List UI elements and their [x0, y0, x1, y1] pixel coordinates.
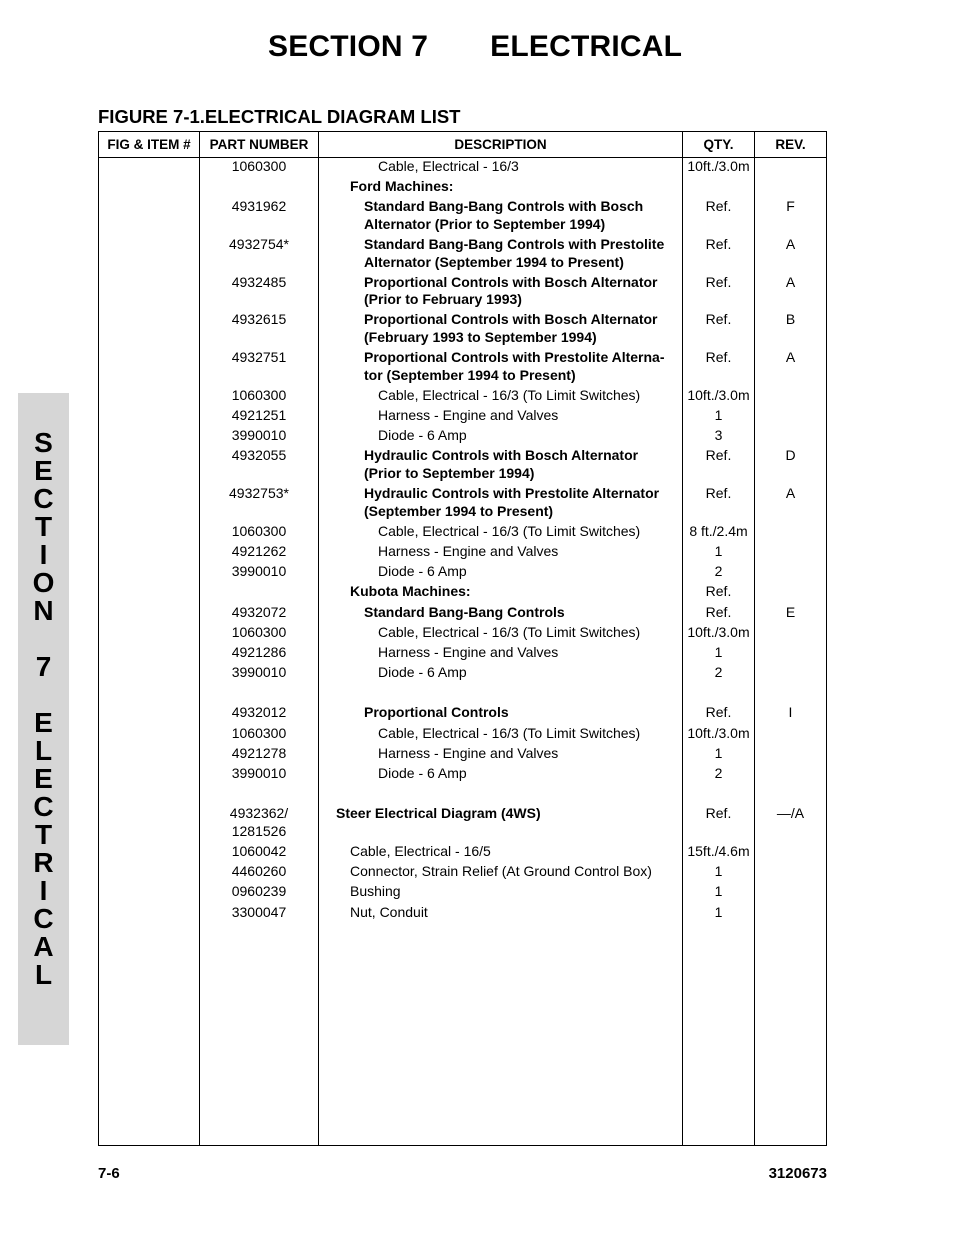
description: Cable, Electrical - 16/3 (To Limit Switches) [378, 623, 641, 640]
description: Proportional Controls with Bosch Alternator (February 1993 to September 1994) [364, 311, 658, 345]
description: Connector, Strain Relief (At Ground Control Box) [350, 863, 652, 880]
table-row [99, 523, 826, 543]
description: Steer Electrical Diagram (4WS) [336, 805, 541, 822]
part-number: 4932754* [229, 236, 289, 253]
revision: F [786, 198, 795, 215]
part-number: 1060300 [231, 522, 287, 539]
part-number: 4932362/ 1281526 [229, 805, 289, 839]
quantity: 1 [714, 542, 723, 559]
table-row [99, 198, 826, 236]
table-row [99, 765, 826, 785]
parts-table [98, 131, 827, 1146]
quantity: 2 [714, 765, 723, 781]
part-number: 4460260 [231, 863, 287, 880]
revision: D [785, 447, 796, 464]
part-number: 4921262 [231, 542, 287, 559]
table-row [99, 644, 826, 664]
quantity: 1 [714, 903, 723, 920]
quantity: Ref. [705, 603, 732, 620]
description: Ford Machines: [350, 178, 454, 195]
column-header-rev: REV. [775, 137, 806, 152]
table-row [99, 447, 826, 485]
side-tab-letter: O [32, 567, 55, 598]
side-tab-letter: C [33, 483, 54, 514]
quantity: 10ft./3.0m [687, 623, 750, 640]
part-number: 4932751 [231, 349, 287, 366]
description: Hydraulic Controls with Prestolite Alternator (September 1994 to Present) [364, 485, 660, 519]
table-row [99, 704, 826, 724]
revision: I [788, 704, 793, 721]
part-number: 3300047 [231, 903, 287, 920]
column-header-qty: QTY. [703, 137, 734, 152]
table-row [99, 883, 826, 903]
side-tab-letter: E [34, 707, 53, 738]
table-row [99, 843, 826, 863]
quantity: 1 [714, 863, 723, 880]
side-tab-letter: S [34, 427, 53, 458]
table-row [99, 624, 826, 644]
description: Harness - Engine and Valves [378, 542, 559, 559]
revision: E [785, 603, 796, 620]
description: Diode - 6 Amp [378, 427, 467, 444]
quantity: 2 [714, 664, 723, 681]
table-row [99, 427, 826, 447]
column-header-fig-item: FIG & ITEM # [107, 137, 191, 152]
column-header-part-number: PART NUMBER [209, 137, 309, 152]
section-title [268, 30, 682, 64]
quantity: Ref. [705, 236, 732, 253]
quantity: Ref. [705, 349, 732, 366]
quantity: 10ft./3.0m [687, 386, 750, 403]
table-row [99, 604, 826, 624]
description: Harness - Engine and Valves [378, 643, 559, 660]
part-number: 4921278 [231, 744, 287, 761]
quantity: 1 [714, 883, 723, 900]
quantity: 8 ft./2.4m [689, 522, 748, 539]
table-row [99, 543, 826, 563]
side-tab-letter: E [34, 455, 53, 486]
description: Harness - Engine and Valves [378, 744, 559, 761]
table-row [99, 805, 826, 843]
description: Diode - 6 Amp [378, 765, 467, 781]
part-number: 1060300 [231, 158, 287, 174]
part-number: 1060300 [231, 623, 287, 640]
table-row [99, 311, 826, 349]
revision: A [785, 485, 796, 502]
quantity: Ref. [705, 198, 732, 215]
part-number: 4932753* [229, 485, 289, 502]
revision: A [785, 273, 796, 290]
description: Proportional Controls [364, 704, 509, 721]
revision: B [785, 311, 796, 328]
quantity: 1 [714, 407, 723, 423]
table-body [99, 158, 826, 924]
part-number: 4932012 [231, 704, 287, 721]
quantity: Ref. [705, 447, 732, 464]
page-number: 7-6 [98, 1165, 120, 1182]
table-row [99, 725, 826, 745]
table-row [99, 904, 826, 924]
side-tab-letter: I [39, 539, 48, 570]
side-tab-letter: R [33, 847, 54, 878]
part-number: 0960239 [231, 883, 287, 900]
part-number: 3990010 [231, 563, 287, 580]
description: Cable, Electrical - 16/5 [350, 843, 491, 860]
quantity: 1 [714, 744, 723, 761]
part-number: 3990010 [231, 765, 287, 781]
side-tab-letter: L [34, 735, 53, 766]
table-row [99, 583, 826, 603]
quantity: 10ft./3.0m [687, 158, 750, 174]
side-tab-letter: T [34, 819, 53, 850]
part-number: 4921251 [231, 407, 287, 423]
table-row [99, 387, 826, 407]
part-number: 4931962 [231, 198, 287, 215]
quantity: Ref. [705, 311, 732, 328]
description: Bushing [350, 883, 401, 900]
side-tab-letter: N [33, 595, 54, 626]
side-tab-letter: A [33, 931, 54, 962]
revision: —/A [776, 805, 805, 822]
description: Hydraulic Controls with Bosch Alternator (Prior to September 1994) [364, 447, 639, 481]
description: Cable, Electrical - 16/3 (To Limit Switches) [378, 724, 641, 741]
side-tab-letter: I [39, 875, 48, 906]
description: Standard Bang-Bang Controls [364, 603, 565, 620]
quantity: Ref. [705, 704, 732, 721]
table-row [99, 236, 826, 274]
section-side-tab [18, 393, 69, 1045]
part-number: 4932615 [231, 311, 287, 328]
table-row [99, 407, 826, 427]
table-row [99, 863, 826, 883]
figure-title: FIGURE 7-1.ELECTRICAL DIAGRAM LIST [98, 106, 461, 127]
quantity: 2 [714, 563, 723, 580]
table-header-row [99, 132, 826, 158]
table-row [99, 349, 826, 387]
description: Harness - Engine and Valves [378, 407, 559, 423]
side-tab-letter: C [33, 791, 54, 822]
quantity: Ref. [705, 485, 732, 502]
table-row [99, 664, 826, 684]
description: Cable, Electrical - 16/3 (To Limit Switches) [378, 522, 641, 539]
side-tab-letter: 7 [35, 651, 52, 682]
part-number: 1060300 [231, 724, 287, 741]
part-number: 4932485 [231, 273, 287, 290]
part-number: 4921286 [231, 643, 287, 660]
part-number: 1060300 [231, 386, 287, 403]
quantity: 3 [714, 427, 723, 444]
description: Standard Bang-Bang Controls with Prestolite Alternator (September 1994 to Present) [364, 236, 665, 270]
table-row [99, 485, 826, 523]
side-tab-letter: L [34, 959, 53, 990]
side-tab-letter: C [33, 903, 54, 934]
table-row [99, 563, 826, 583]
quantity: 1 [714, 643, 723, 660]
table-row [99, 785, 826, 805]
description: Nut, Conduit [350, 903, 428, 920]
side-tab-letter: T [34, 511, 53, 542]
table-row [99, 684, 826, 704]
quantity: Ref. [705, 273, 732, 290]
quantity: Ref. [705, 583, 732, 600]
section-number: SECTION 7 [268, 30, 429, 63]
table-row [99, 745, 826, 765]
column-header-description: DESCRIPTION [454, 137, 547, 152]
quantity: 15ft./4.6m [687, 843, 750, 860]
document-number: 3120673 [768, 1165, 827, 1182]
description: Cable, Electrical - 16/3 [378, 158, 519, 174]
part-number: 3990010 [231, 664, 287, 681]
section-name: ELECTRICAL [490, 30, 683, 63]
quantity: Ref. [705, 805, 732, 822]
table-row [99, 274, 826, 312]
part-number: 4932055 [231, 447, 287, 464]
revision: A [785, 236, 796, 253]
quantity: 10ft./3.0m [687, 724, 750, 741]
description: Proportional Controls with Prestolite Alterna- tor (September 1994 to Present) [364, 349, 665, 383]
description: Diode - 6 Amp [378, 664, 467, 681]
description: Kubota Machines: [350, 583, 471, 600]
revision: A [785, 349, 796, 366]
description: Diode - 6 Amp [378, 563, 467, 580]
part-number: 4932072 [231, 603, 287, 620]
description: Proportional Controls with Bosch Alternator (Prior to February 1993) [364, 273, 658, 308]
part-number: 1060042 [231, 843, 287, 860]
side-tab-letter: E [34, 763, 53, 794]
description: Cable, Electrical - 16/3 (To Limit Switches) [378, 386, 641, 403]
description: Standard Bang-Bang Controls with Bosch Alternator (Prior to September 1994) [364, 198, 644, 232]
table-row [99, 158, 826, 178]
part-number: 3990010 [231, 427, 287, 444]
table-row [99, 178, 826, 198]
